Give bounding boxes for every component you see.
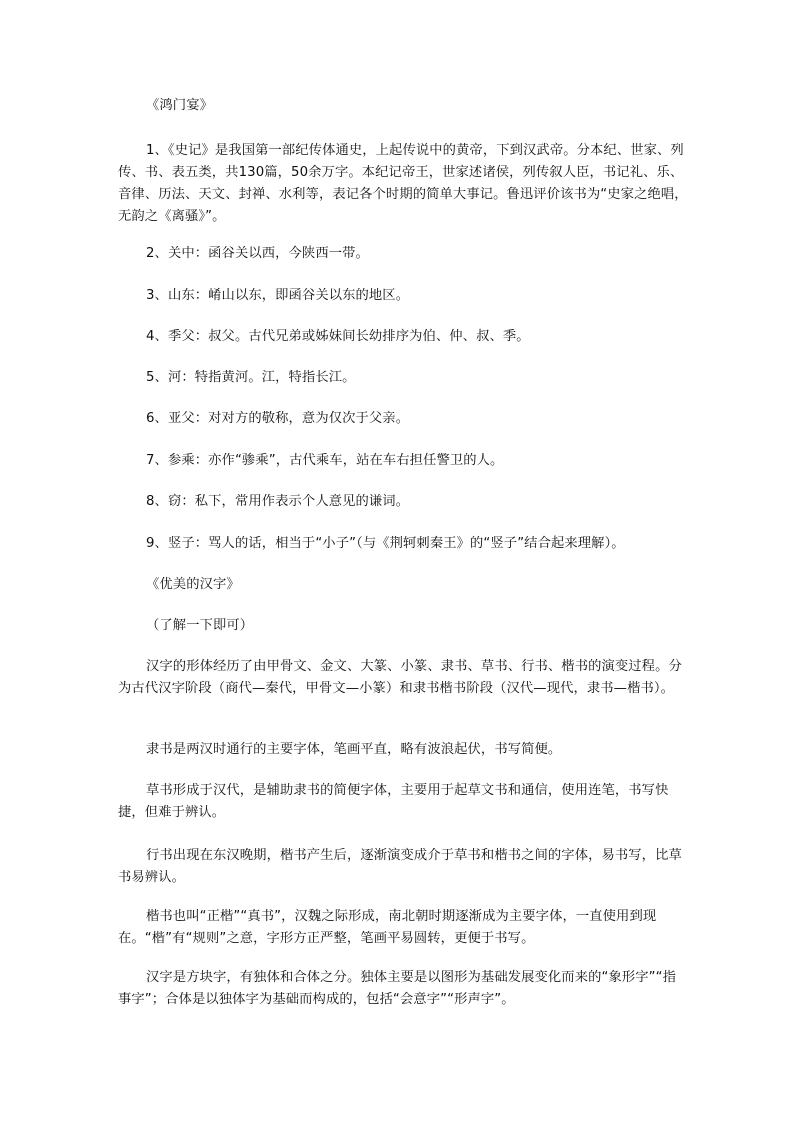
paragraph-lishu: 隶书是两汉时通行的主要字体，笔画平直，略有波浪起伏，书写简便。 <box>146 742 562 757</box>
paragraph-structure: 汉字是方块字，有独体和合体之分。独体主要是以图形为基础发展变化而来的“象形字”“指事字”；合体是以独体字为基础而构成的，包括“会意字”“形声字”。 <box>118 970 677 1007</box>
note-item-4: 4、季父：叔父。古代兄弟或姊妹间长幼排序为伯、仲、叔、季。 <box>146 329 530 344</box>
note-item-2: 2、关中：函谷关以西，今陕西一带。 <box>146 246 369 261</box>
section-note: （了解一下即可） <box>146 618 254 633</box>
note-item-1: 1、《史记》是我国第一部纪传体通史，上起传说中的黄帝，下到汉武帝。分本纪、世家、列传、书、表五类，共130篇，50余万字。本纪记帝王，世家述诸侯，列传叙人臣，书记礼、乐、音律、历法、天文、封禅、水利等，表记各个时期的简单大事记。鲁迅评价该书为“史家之绝唱，无韵之《离骚》”。 <box>118 143 688 224</box>
note-item-7: 7、参乘：亦作“骖乘”，古代乘车，站在车右担任警卫的人。 <box>146 453 504 468</box>
note-item-5: 5、河：特指黄河。江，特指长江。 <box>146 370 356 385</box>
paragraph-evolution: 汉字的形体经历了由甲骨文、金文、大篆、小篆、隶书、草书、行书、楷书的演变过程。分为古代汉字阶段（商代—秦代，甲骨文—小篆）和隶书楷书阶段（汉代—现代，隶书—楷书）。 <box>118 659 682 696</box>
section-title-hongmenyan: 《鸿门宴》 <box>146 98 213 113</box>
note-item-6: 6、亚父：对对方的敬称，意为仅次于父亲。 <box>146 411 410 426</box>
note-item-9: 9、竖子：骂人的话，相当于“小子”（与《荆轲刺秦王》的“竖子”结合起来理解）。 <box>146 536 625 551</box>
paragraph-kaishu: 楷书也叫“正楷”“真书”，汉魏之际形成，南北朝时期逐渐成为主要字体，一直使用到现在。“楷”有“规则”之意，字形方正严整，笔画平易圆转，更便于书写。 <box>118 909 657 946</box>
note-item-8: 8、窃：私下，常用作表示个人意见的谦词。 <box>146 494 410 509</box>
paragraph-xingshu: 行书出现在东汉晚期，楷书产生后，逐渐演变成介于草书和楷书之间的字体，易书写，比草书易辨认。 <box>118 848 682 885</box>
paragraph-caoshu: 草书形成于汉代，是辅助隶书的简便字体，主要用于起草文书和通信，使用连笔，书写快捷，但难于辨认。 <box>118 783 669 820</box>
section-title-youmei-hanzi: 《优美的汉字》 <box>146 577 240 592</box>
note-item-3: 3、山东：崤山以东，即函谷关以东的地区。 <box>146 288 410 303</box>
